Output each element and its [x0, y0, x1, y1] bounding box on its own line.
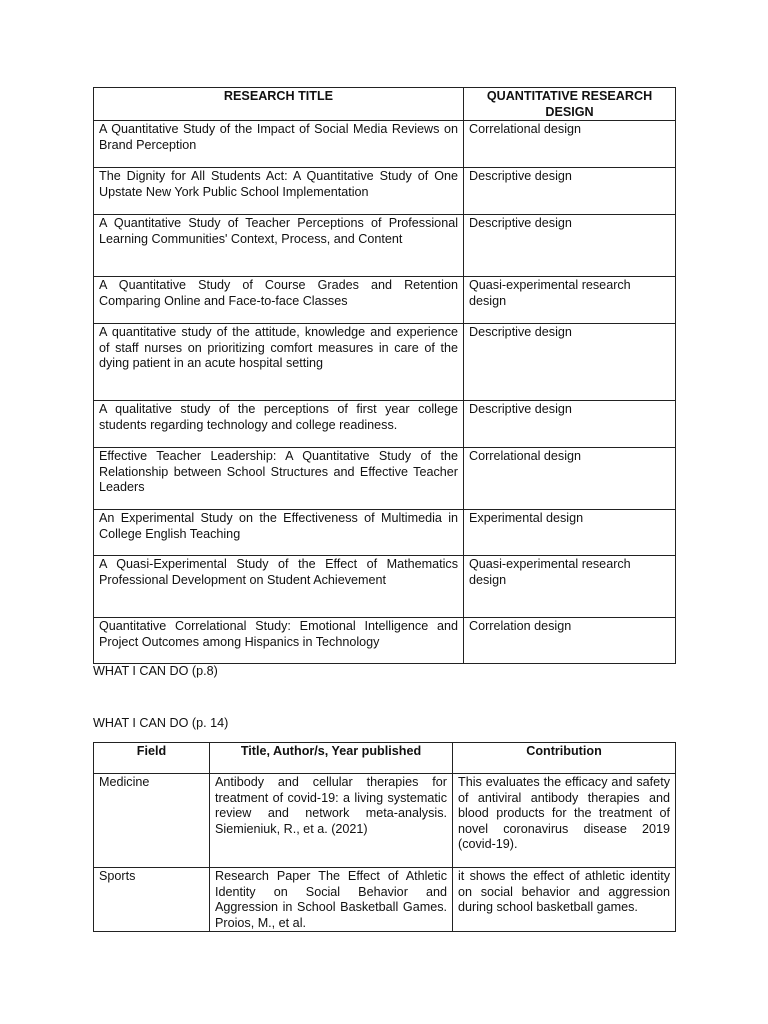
- research-design-cell: Experimental design: [464, 510, 676, 556]
- research-design-cell: Correlational design: [464, 448, 676, 510]
- title-cell: Antibody and cellular therapies for treatment of covid-19: a living systematic review and network meta-analysis. Siemieniuk, R., et a. (2021): [210, 774, 453, 868]
- title-cell: Research Paper The Effect of Athletic Identity on Social Behavior and Aggression in School Basketball Games. Proios, M., et al.: [210, 868, 453, 932]
- research-design-cell: Descriptive design: [464, 401, 676, 448]
- column-header-research-title: RESEARCH TITLE: [94, 88, 464, 121]
- research-title-cell: Quantitative Correlational Study: Emotional Intelligence and Project Outcomes among Hispanics in Technology: [94, 618, 464, 664]
- research-design-cell: Correlational design: [464, 121, 676, 168]
- table-header-row: [94, 743, 676, 774]
- contribution-cell: it shows the effect of athletic identity on social behavior and aggression during school basketball games.: [453, 868, 676, 932]
- research-title-cell: Effective Teacher Leadership: A Quantitative Study of the Relationship between School Structures and Effective Teacher Leaders: [94, 448, 464, 510]
- research-title-cell: A Quasi-Experimental Study of the Effect of Mathematics Professional Development on Student Achievement: [94, 556, 464, 618]
- research-title-cell: A qualitative study of the perceptions of first year college students regarding technology and college readiness.: [94, 401, 464, 448]
- contribution-cell: This evaluates the efficacy and safety of antiviral antibody therapies and blood products for the treatment of novel coronavirus disease 2019 (covid-19).: [453, 774, 676, 868]
- column-header-title: Title, Author/s, Year published: [210, 743, 453, 774]
- table-row: [94, 448, 676, 510]
- research-title-cell: A Quantitative Study of the Impact of Social Media Reviews on Brand Perception: [94, 121, 464, 168]
- table-row: [94, 168, 676, 215]
- research-design-cell: Descriptive design: [464, 324, 676, 401]
- research-title-cell: The Dignity for All Students Act: A Quantitative Study of One Upstate New York Public School Implementation: [94, 168, 464, 215]
- research-design-cell: Quasi-experimental research design: [464, 277, 676, 324]
- table-row: [94, 868, 676, 932]
- table-row: [94, 401, 676, 448]
- research-title-cell: A quantitative study of the attitude, knowledge and experience of staff nurses on prioritizing comfort measures in care of the dying patient in an acute hospital setting: [94, 324, 464, 401]
- research-title-cell: A Quantitative Study of Teacher Perceptions of Professional Learning Communities' Context, Process, and Content: [94, 215, 464, 277]
- field-cell: Sports: [94, 868, 210, 932]
- table-row: [94, 618, 676, 664]
- research-design-table: [93, 87, 676, 664]
- table-row: [94, 510, 676, 556]
- table-row: [94, 121, 676, 168]
- field-contribution-table: [93, 742, 676, 932]
- column-header-contribution: Contribution: [453, 743, 676, 774]
- column-header-field: Field: [94, 743, 210, 774]
- research-design-cell: Descriptive design: [464, 215, 676, 277]
- research-title-cell: A Quantitative Study of Course Grades and Retention Comparing Online and Face-to-face Classes: [94, 277, 464, 324]
- column-header-design: QUANTITATIVE RESEARCH DESIGN: [464, 88, 676, 121]
- table-header-row: [94, 88, 676, 121]
- table-row: [94, 215, 676, 277]
- table-row: [94, 277, 676, 324]
- field-cell: Medicine: [94, 774, 210, 868]
- research-design-cell: Correlation design: [464, 618, 676, 664]
- table-row: [94, 774, 676, 868]
- table-row: [94, 324, 676, 401]
- research-design-cell: Descriptive design: [464, 168, 676, 215]
- section-label-p8: WHAT I CAN DO (p.8): [93, 664, 218, 678]
- section-label-p14: WHAT I CAN DO (p. 14): [93, 716, 229, 730]
- research-design-cell: Quasi-experimental research design: [464, 556, 676, 618]
- research-title-cell: An Experimental Study on the Effectiveness of Multimedia in College English Teaching: [94, 510, 464, 556]
- table-row: [94, 556, 676, 618]
